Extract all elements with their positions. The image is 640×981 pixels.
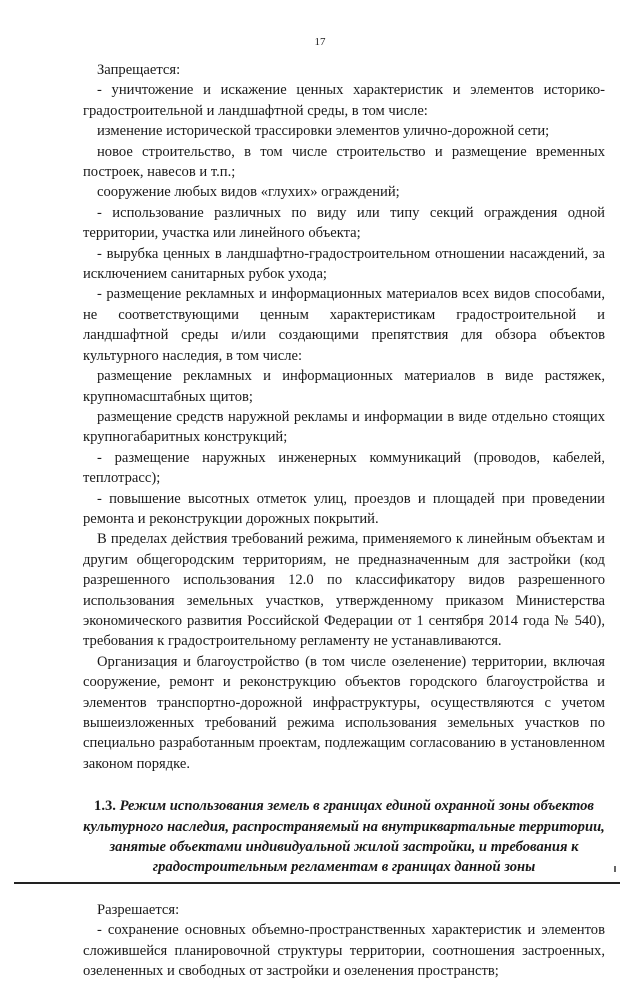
document-body xyxy=(83,60,605,981)
paragraph: - использование различных по виду или типу секций ограждения одной территории, участка или линейного объекта; xyxy=(83,204,605,242)
paragraph: новое строительство, в том числе строительство и размещение временных построек, навесов и т.п.; xyxy=(83,143,605,181)
section-heading xyxy=(83,796,605,878)
paragraph: размещение средств наружной рекламы и информации в виде отдельно стоящих крупногабаритных конструкций; xyxy=(83,408,605,446)
paragraph: - повышение высотных отметок улиц, проездов и площадей при проведении ремонта и реконструкции дорожных покрытий. xyxy=(83,490,605,527)
section-number: 1.3. xyxy=(94,798,116,815)
section-title: Режим использования земель в границах единой охранной зоны объектов культурного наследия, распространяемый на внутриквартальные территории, занятые объектами индивидуальной жилой застройки, и требования к градостроительным регламентам в границах данной зоны xyxy=(83,798,605,876)
paragraph: - размещение рекламных и информационных материалов всех видов способами, не соответствующими ценным характеристикам градостроительной и ландшафтной среды и/или создающими препятствия для обзора объектов культурного наследия, в том числе: xyxy=(83,286,605,364)
paragraph: изменение исторической трассировки элементов улично-дорожной сети; xyxy=(97,123,550,140)
page-number: 17 xyxy=(314,36,326,48)
paragraph: Запрещается: xyxy=(97,62,181,78)
scan-mark xyxy=(614,866,616,872)
paragraph: Организация и благоустройство (в том числе озеленение) территории, включая сооружение, ремонт и реконструкцию объектов городского благоустройства и элементов транспортно-дорожной инфраструктуры, осуществляются с учетом вышеизложенных требований режима использования земельных участков по специально разработанным проектам, подлежащим согласованию в установленном законом порядке. xyxy=(83,653,605,772)
paragraph: - уничтожение и искажение ценных характеристик и элементов историко-градостроительной и ландшафтной среды, в том числе: xyxy=(83,82,605,119)
paragraph: - размещение наружных инженерных коммуникаций (проводов, кабелей, теплотрасс); xyxy=(83,449,605,487)
paragraph: размещение рекламных и информационных материалов в виде растяжек, крупномасштабных щитов; xyxy=(83,368,605,405)
paragraph: - сохранение основных объемно-пространственных характеристик и элементов сложившейся планировочной структуры территории, соотношения застроенных, озелененных и свободных от застройки и озеленения пространств; xyxy=(83,922,605,980)
paragraph: - вырубка ценных в ландшафтно-градостроительном отношении насаждений, за исключением санитарных рубок ухода; xyxy=(83,245,605,283)
paragraph: В пределах действия требований режима, применяемого к линейным объектам и другим общегородским территориям, не предназначенным для застройки (код разрешенного использования 12.0 по классификатору видов разрешенного использования земельных участков, утвержденному приказом Министерства экономического развития Российской Федерации от 1 сентября 2014 года № 540), требования к градостроительному регламенту не устанавливаются. xyxy=(83,531,605,650)
bottom-rule xyxy=(14,882,620,884)
paragraph: Разрешается: xyxy=(97,901,180,918)
paragraph: сооружение любых видов «глухих» ограждений; xyxy=(97,184,400,201)
